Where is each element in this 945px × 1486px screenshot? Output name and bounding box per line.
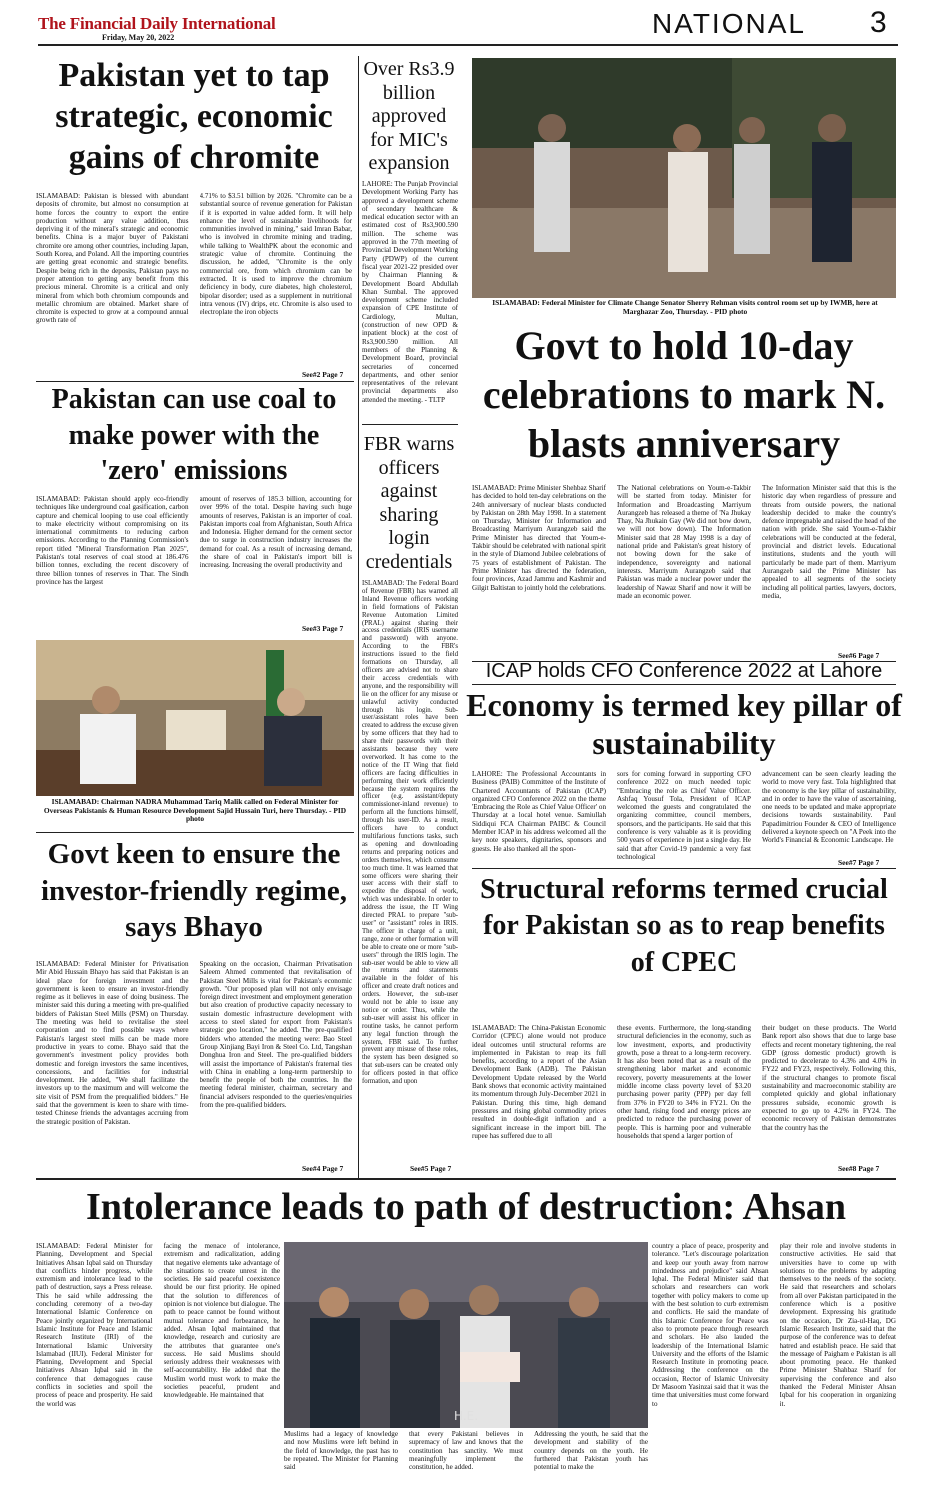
icap-kicker: ICAP holds CFO Conference 2022 at Lahore (485, 660, 883, 682)
divider (36, 832, 354, 833)
nblasts-body (472, 484, 896, 652)
ahsan-col-3: country a place of peace, prosperity and tolerance. "Let's discourage polarization and keep our youth away from narrow mindedness and prejudice" said Ahsan Iqbal. The Federal Minister said that scholars and researchers can work together with policy makers to come up with the best solution to curb extremism and conflicts. He said the mandate of this Islamic Conference for Peace was also to promote peace through research and scholars. He also lauded the leadership of the International Islamic University and the efforts of the Islamic Research Institute in promoting peace. Addressing the conference on the occasion, Rector of Islamic University Dr Masoom Yasinzai said that it was the time that universities must come forward to (652, 1242, 769, 1408)
chromite-col-2: 4.71% to $3.51 billion by 2026. "Chromite can be a substantial source of revenue generation for Pakistan if it is exported in value added form. It will help enhance the level of sustainable livelihoods for communities involved in mining," said Imran Babar, who is involved in chromite mining and trading, while talking to WealthPK about the economic and strategic value of chromite. Continuing the discussion, he added, "Chromite is the only commercial ore, from which chromium can be extracted. It is used to improve the chromium deficiency in body, cure diabetes, high cholesterol, bipolar disorder; used as a supplement in nutritional intra venous (IV) drips, etc. Chromite is also used to electroplate the iron objects (199, 192, 352, 317)
chromite-continued: See#2 Page 7 (302, 370, 344, 379)
cpec-continued: See#8 Page 7 (838, 1164, 880, 1173)
fbr-body (362, 580, 458, 1164)
divider (362, 424, 458, 425)
ahsan-headline: Intolerance leads to path of destruction: Ahsan (85, 1186, 847, 1228)
fbr-col: ISLAMABAD: The Federal Board of Revenue (FBR) has warned all Inland Revenue officers working in field formations of Pakistan Revenue Automation Limited (PRAL) against sharing their access credentials (IRIS username and password) with anyone. According to the FBR's instructions issued to the field formations on Thursday, all officers are advised not to share their access credentials with anyone, and the responsibility will lie on the officer for any misuse or unlawful activity conducted through his login. Sub-user/assistant roles have been created to address the excuse given by some officers that they had to share their passwords with their assistants because they were overworked. It has come to the notice of the IT Wing that field officers are facing difficulties in performing their work efficiently because the system requires the officer (e.g. assistant/deputy commissioner-inland revenue) to perform all the functions himself, through his user-ID. As a result, officers have to conduct multifarious functions tasks, such as opening and downloading returns and preparing notices and orders themselves, which consume too much time. It was learned that some officers were sharing their user access with their staff to expedite the disposal of work, which was undesirable. In order to address the issue, the IT Wing directed PRAL to prepare "sub-user" or "assistant" roles in IRIS. The officer in charge of a unit, range, zone or other formation will be able to create one or more "sub-users" through the IRIS login. The sub-user would be able to view all the returns and statements available in the folder of his officer and create draft notices and orders. However, the sub-user would not be able to issue any notice or order. Thus, while the sub-user will assist his officer in routine tasks, he cannot perform any legal function through the system, FBR said. To further prevent any misuse of these roles, the system has been designed so that sub-users can be created only for officers posted in that office formation, and upon (362, 580, 458, 1086)
coal-col-1: ISLAMABAD: Pakistan should apply eco-friendly techniques like underground coal gasification, carbon capture and chemical looping to use coal efficiently to make electricity without compromising on its international commitments to reducing carbon emissions. According to the Planning Commission's report titled "Mineral Transformation Plan 2025", Pakistan's total reserves of coal stood at 186.476 billion tonnes, excluding the recent discovery of three billion tonnes of reserves in Thar. The Sindh province has the largest (36, 495, 189, 586)
cpec-col-1: ISLAMABAD: The China-Pakistan Economic Corridor (CPEC) alone would not produce ideal outcomes until structural reforms are implemented in Pakistan to reap its full benefits, according to a report of the Asian Development Bank (ADB). The Pakistan Development Update released by the World Bank shows that economic activity maintained its momentum through July-December 2021 in Pakistan. During this time, high demand pressures and rising global commodity prices resulted in double-digit inflation and a significant increase in the import bill. The rupee has suffered due to all (472, 1024, 606, 1140)
icap-col-3: advancement can be seen clearly leading the world to move very fast. Tola highlighted that the economy is the key pillar of sustainability, and in order to have the value of ascertaining, one needs to be updated and make appropriate decisions towards sustainability. Paul Papadimitriou Founder & CEO of Intelligence delivered a keynote speech on "A Peek into the World's Financial & Economic Landscape. He (762, 770, 896, 845)
icap-continued: See#7 Page 7 (838, 858, 880, 867)
page-number: 3 (870, 6, 887, 39)
masthead-title: The Financial Daily International (38, 14, 276, 33)
nblasts-continued: See#6 Page 7 (838, 651, 880, 660)
ahsan-photo-col-3: Addressing the youth, he said that the development and stability of the country depends on the youth. He furthered that Pakistan youth has potential to make the (534, 1430, 648, 1472)
ahsan-body-left (36, 1242, 280, 1482)
photo-conference-watermark: H.E. (454, 1409, 479, 1423)
bhayo-col-1: ISLAMABAD: Federal Minister for Privatisation Mir Abid Hussain Bhayo has said that Pakistan is an ideal place for foreign investment and the government is keen to ensure an investor-friendly regime as it believes in ease of doing business. The minister said this during a meeting with pre-qualified bidders of Pakistan Steel Mills (PSM) on Thursday. The meeting was held to revitalise the steel corporation and to find possible ways where Pakistan's largest steel mills can be made more productive in years to come. Bhayo said that the government's investment policy provides both domestic and foreign investors the same incentives, concessions, and facilities for industrial development. He added, "We shall facilitate the investors up to the maximum and will welcome the site visit of PSM from the prequalified bidders." He said that the government is keen to share with time-tested Chinese friends the advantages accruing from the strategic position of Pakistan. (36, 960, 189, 1126)
nblasts-headline: Govt to hold 10-day celebrations to mark N. blasts anniversary (482, 323, 886, 466)
chromite-body (36, 192, 352, 370)
ahsan-body-right (652, 1242, 896, 1482)
icap-headline: Economy is termed key pillar of sustainability (466, 687, 902, 762)
ahsan-col-4: play their role and involve students in constructive activities. He said that universities have to come up with solutions to the problems by adapting themselves to the needs of the society. He said that researchers and scholars from all over Pakistan participated in the conference which is a positive development. Expressing his gratitude on the occasion, Dr Zia-ul-Haq, DG Islamic Research Institute, said that the purpose of the conference was to defeat hatred and establish peace. He said that the message of Paigham e Pakistan is all about promoting peace. He thanked Prime Minister Shahbaz Sharif for supervising the conference and also thanked the Federal Minister Ahsan Iqbal for his cooperation in organizing it. (779, 1242, 896, 1408)
masthead-date: Friday, May 20, 2022 (102, 33, 175, 42)
photo-nadra-chairman (36, 640, 354, 796)
fbr-continued: See#5 Page 7 (410, 1164, 452, 1173)
divider (36, 1178, 896, 1180)
masthead-rule (38, 44, 898, 46)
icap-body (472, 770, 896, 864)
photo-climate-minister (472, 58, 896, 298)
mic-col: LAHORE: The Punjab Provincial Development Working Party has approved a development scheme of secondary healthcare & medical education sector with an estimated cost of Rs3,900.590 million. The scheme was approved in the 77th meeting of Provincial Development Working Party (PDWP) of the current fiscal year 2021-22 presided over by Chairman Planning & Development Board Abdullah Khan Sumbal. The approved development scheme included expansion of CPE Institute of Cardiology, Multan, (construction of new OPD & inpatient block) at the cost of Rs3,900.590 million. All members of the Planning & Development Board, provincial secretaries of concerned departments, and other senior representatives of the relevant provincial departments also attended the meeting. - TLTP (362, 180, 458, 404)
coal-body (36, 495, 352, 629)
chromite-col-1: ISLAMABAD: Pakistan is blessed with abundant deposits of chromite, but almost no consumption at home forces the country to export the entire production without any value addition, thus depriving it of the mineral's strategic and economic benefits. China is a major buyer of Pakistani chromite ore among other countries, including Japan, South Korea, and Poland. All the importing countries are getting great economic and strategic benefits. Despite being rich in the deposits, Pakistan pays no proper attention to getting any benefit from this precious mineral. Chromite is a critical and only mineral from which both chromium compounds and metallic chromium are obtained. Market share of chromite is expected to grow at a compound annual growth rate of (36, 192, 189, 325)
cpec-col-3: their budget on these products. The World Bank report also shows that due to large base effects and recent monetary tightening, the real GDP (gross domestic product) growth is predicted to decelerate to 4.3% and 4.0% in FY22 and FY23, respectively. Following this, if the structural changes to promote fiscal sustainability and macroeconomic stability are completed quickly and global inflationary pressures subside, economic growth is expected to go up to 4.2% in FY24. The economic recovery of Pakistan demonstrates that the country has the (762, 1024, 896, 1132)
nblasts-col-2: The National celebrations on Youm-e-Takbir will be started from today. Minister for Information and Broadcasting Marriyum Aurangzeb has released a theme of 'Na Jhukay Thay, Na Jhukain Gay (We did not bow down, we will not bow down). The Information Minister said that 28 May 1998 is a day of national pride and Pakistan's great history of not bowing down for the sake of independence, sovereignty and national interests. Marriyum Aurangzeb said that Pakistan was made a nuclear power under the leadership of Nawaz Sharif and now it will be made an economic power. (617, 484, 751, 600)
chromite-headline: Pakistan yet to tap strategic, economic gains of chromite (55, 57, 333, 176)
column-divider (358, 56, 359, 1178)
bhayo-col-2: Speaking on the occasion, Chairman Privatisation Saleem Ahmed commented that revitalisation of Pakistan Steel Mills is vital for Pakistan's economic growth. "Our proposed plan will not only envisage foreign direct investment and employment generation but also creation of productive capacity necessary to sustain domestic infrastructure development with access to steel slated for export from Pakistan's strategic geo location," he added. The pre-qualified bidders who attended the meeting were: Bao Steel Group Xinjiang Bayi Iron & Steel Co. Ltd, Tangshan Donghua Iron and Steel. The pre-qualified bidders will assist the importance of Pakistan's fraternal ties with China in enabling a long-term partnership to benefit the people of both the countries. In the meeting federal minister, chairman, secretary and financial advisers responded to the queries/enquiries from the pre-qualified bidders. (199, 960, 352, 1110)
bhayo-headline: Govt keen to ensure the investor-friendly regime, says Bhayo (40, 838, 348, 944)
divider (472, 684, 896, 685)
photo-nadra-image (36, 640, 354, 796)
photo-nadra-caption: ISLAMABAD: Chairman NADRA Muhammad Tariq Malik called on Federal Minister for Overseas Pakistanis & Human Resource Development Sajid Hussain Turi, here Thursday. - PID photo (43, 797, 347, 823)
coal-continued: See#3 Page 7 (302, 624, 344, 633)
icap-col-2: sors for coming forward in supporting CFO conference 2022 on much needed topic "Embracing the role as Chief Value Officer. Ashfaq Yousuf Tola, President of ICAP welcomed the guests and congratulated the organizing committee, council members, sponsors, and the participants. He said that this conference is very valuable as it is providing 500 years of experience in just a single day. He said that after Covid-19 pandemic a very fast technological (617, 770, 751, 861)
ahsan-photo-col-2: that every Pakistani believes in supremacy of law and knows that the constitution has sanctity. We must meaningfully implement the constitution, he added. (409, 1430, 523, 1472)
ahsan-photo-col-1: Muslims had a legacy of knowledge and now Muslims were left behind in the field of knowledge, the past has to be repeated. The Minister for Planning said (284, 1430, 398, 1472)
coal-col-2: amount of reserves of 185.3 billion, accounting for over 99% of the total. Despite having such huge amounts of reserves, Pakistan is an importer of coal. Pakistan imports coal from Afghanistan, South Africa and Indonesia. Higher demand for the cement sector due to surge in construction industry increases the demand for coal. As a result of increasing demand, the share of coal in Pakistan's import bill is increasing. Increasing the overall productivity and (199, 495, 352, 570)
ahsan-col-1: ISLAMABAD: Federal Minister for Planning, Development and Special Initiatives Ahsan Iqbal said on Thursday that conflicts hinder progress, while extremism and intolerance lead to the path of destruction, says a Press release. This he said while addressing the concluding ceremony of a two-day International Islamic Conference on Peace jointly organized by International Islamic Institute for Peace and Islamic Research Institute (IRI) of the International Islamic University Islamabad (IIUI). Federal Minister for Planning, Development and Special Initiatives Ahsan Iqbal said in the conference that demagogues cause conflicts in societies and spoil the process of peace and prosperity. He said the world was (36, 1242, 153, 1408)
nblasts-col-3: The Information Minister said that this is the historic day when regardless of pressure and threats from outside powers, the national leadership decided to make the country's defence impregnable and raised the head of the nation with pride. She said Youm-e-Takbir celebrations will be conducted at the federal, provincial and district levels. Educational institutions, students and the youth will particularly be made part of them. Marriyum Aurangzeb said the Prime Minister has appealed to all segments of the society including all political parties, lawyers, doctors, media, (762, 484, 896, 600)
ahsan-col-2: facing the menace of intolerance, extremism and radicalization, adding that negative elements take advantage of the situations to create unrest in the societies. He said peaceful coexistence should be our first priority. He opined that the solution to differences of opinion is not violence but dialogue. The path to peace cannot be found without mutual tolerance and forbearance, he added. Ahsan Iqbal maintained that knowledge, research and curiosity are the attributes that guarantee one's success. He said Muslims should seriously address their weaknesses with self-accountability. He added that the Muslim world must work to make the societies peaceful, prudent and knowledgeable. He maintained that (163, 1242, 280, 1400)
ahsan-body-under-photo (284, 1430, 648, 1484)
cpec-headline: Structural reforms termed crucial for Pakistan so as to reap benefits of CPEC (480, 874, 888, 978)
section-name: NATIONAL (652, 8, 806, 39)
mic-body (362, 180, 458, 420)
icap-col-1: LAHORE: The Professional Accountants in Business (PAIB) Committee of the Institute of Chartered Accountants of Pakistan (ICAP) organized CFO Conference 2022 on the theme 'Embracing the Role as Chief Value Officer' on Thursday at a local hotel venue. Samiullah Siddiqui FCA Chairman PAIBC & Council Member ICAP in his address welcomed all the key note speakers, dignitaries, sponsors and guests. He also thanked all the spon- (472, 770, 606, 853)
photo-climate-caption: ISLAMABAD: Federal Minister for Climate Change Senator Sherry Rehman visits control room set up by IWMB, here at Marghazar Zoo, Thursday. - PID photo (492, 298, 878, 316)
coal-headline: Pakistan can use coal to make power with the 'zero' emissions (51, 384, 337, 487)
photo-conference (284, 1242, 648, 1428)
nblasts-col-1: ISLAMABAD: Prime Minister Shehbaz Sharif has decided to hold ten-day celebrations on the 24th anniversary of nuclear blasts conducted by Pakistan on 28th May 1998. In a statement on Thursday, Minister for Information and Broadcasting Marriyum Aurangzeb said the Prime Minister has directed that Youm-e-Takbir should be celebrated with national spirit in the style of Diamond Jubilee celebrations of 75 years of establishment of Pakistan. The Prime Minister has directed the federation, four provinces, Azad Jammu and Kashmir and Gilgit Baltistan to jointly hold the celebrations. (472, 484, 606, 592)
bhayo-continued: See#4 Page 7 (302, 1164, 344, 1173)
fbr-headline: FBR warns officers against sharing login credentials (363, 433, 455, 573)
cpec-body (472, 1024, 896, 1160)
cpec-col-2: these events. Furthermore, the long-standing structural deficiencies in the economy, such as low investment, exports, and productivity growth, pose a threat to a long-term recovery. It has also been noted that as a result of the strengthening labor market and economic recovery, poverty measurements at the lower middle income class poverty level of $3.20 purchasing power parity (PPP) per day fell from 37% in FY20 to 34% in FY21. On the other hand, rising food and energy prices are predicted to reduce the purchasing power of people. This is harming poor and vulnerable households that spend a larger portion of (617, 1024, 751, 1140)
bhayo-body (36, 960, 352, 1162)
photo-climate-minister-image (472, 58, 896, 298)
photo-conference-image (284, 1242, 648, 1428)
divider (472, 868, 896, 869)
mic-headline: Over Rs3.9 billion approved for MIC's expansion (363, 58, 455, 175)
